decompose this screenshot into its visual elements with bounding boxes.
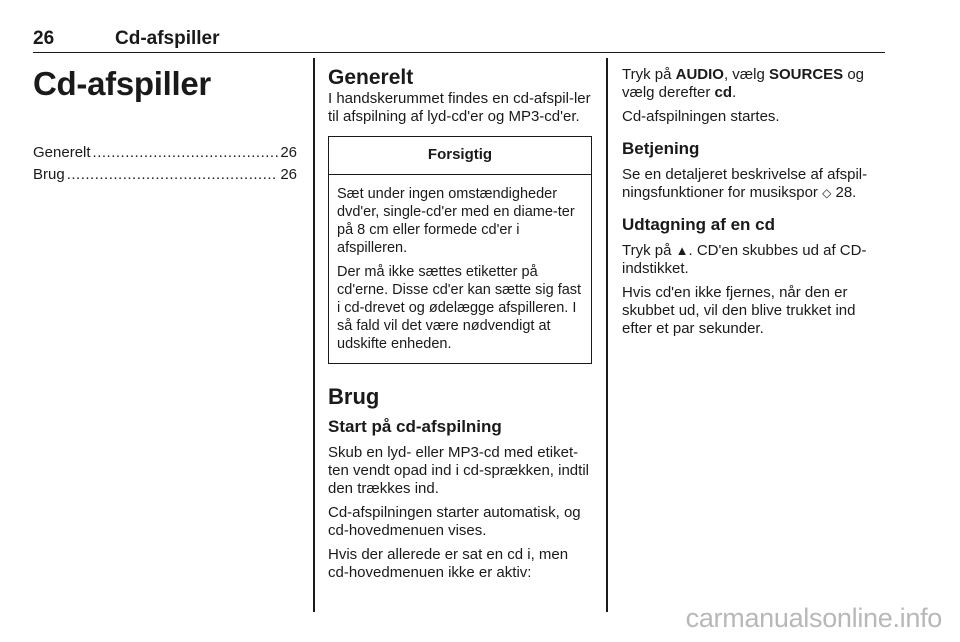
toc-label: Brug (33, 166, 65, 183)
udtagning-para-2: Hvis cd'en ikke fjernes, når den er skubbet ud, vil den blive trukket ind efter et par sekunder. (622, 284, 856, 337)
audio-button-label: AUDIO (675, 66, 724, 83)
toc-page: 26 (280, 144, 297, 161)
cd-menu-label: cd (714, 84, 733, 101)
section-heading-generelt: Generelt (328, 66, 414, 89)
betjening-page-ref: 28. (831, 184, 857, 201)
watermark: carmanualsonline.info (685, 603, 942, 633)
start-para-3: Hvis der allerede er sat en cd i, men cd-hovedmenuen ikke er aktiv: (328, 546, 569, 581)
text-og-vaelg: og vælg derefter (622, 66, 865, 101)
start-para-2: Cd-afspilningen starter automatisk, og cd-hovedmenuen vises. (328, 504, 581, 539)
eject-icon: ▲ (675, 243, 689, 258)
column-2 (328, 66, 592, 588)
caution-body (329, 175, 591, 363)
eject-pre-text: Tryk på (622, 242, 676, 259)
chapter-title: Cd-afspiller (33, 65, 211, 102)
caution-title: Forsigtig (329, 137, 591, 175)
toc-leader-dots (93, 142, 279, 164)
column-divider-1 (313, 58, 315, 612)
page-header (33, 28, 885, 53)
start-para-1: Skub en lyd- eller MP3-cd med etiket-ten vendt opad ind i cd-sprækken, indtil den trækkes ind. (328, 444, 589, 497)
text-vaelg: , vælg (723, 66, 769, 83)
section-heading-brug: Brug (328, 384, 380, 409)
started-text: Cd-afspilningen startes. (622, 108, 780, 125)
text-tryk-pa: Tryk på (622, 66, 676, 83)
toc-page: 26 (280, 166, 297, 183)
column-1 (33, 66, 297, 186)
toc-entry-generelt[interactable] (33, 142, 297, 164)
sources-button-label: SOURCES (768, 66, 844, 83)
generelt-text: I handskerummet findes en cd-afspil-ler til afspilning af lyd-cd'er og MP3-cd'er. (328, 90, 591, 125)
column-divider-2 (606, 58, 608, 612)
betjening-body: Se en detaljeret beskrivelse af afspil-ningsfunktioner for musikspor (622, 166, 868, 201)
subheading-udtagning: Udtagning af en cd (622, 215, 775, 234)
column-3 (622, 66, 886, 344)
running-title: Cd-afspiller (115, 28, 220, 49)
caution-para-2: Der må ikke sættes etiketter på cd'erne. Disse cd'er kan sætte sig fast i cd-drevet og ødelægge afspilleren. I så fald vil det være nødvendigt at udskifte enheden. (337, 264, 582, 352)
caution-para-1: Sæt under ingen omstændigheder dvd'er, single-cd'er med en diame-ter på 8 cm eller formede cd'er i afspilleren. (337, 186, 575, 256)
toc-leader-dots (67, 164, 279, 186)
toc-label: Generelt (33, 144, 91, 161)
table-of-contents (33, 142, 297, 186)
toc-entry-brug[interactable] (33, 164, 297, 186)
reference-arrow-icon: ◇ (822, 186, 832, 200)
caution-box (328, 136, 592, 364)
eject-post-text: . CD'en skubbes ud af CD-indstikket. (622, 242, 867, 277)
audio-instruction (622, 66, 886, 102)
subheading-start: Start på cd-afspilning (328, 417, 502, 436)
text-period: . (732, 84, 737, 101)
subheading-betjening: Betjening (622, 139, 700, 158)
udtagning-para-1 (622, 242, 886, 278)
betjening-text (622, 166, 886, 202)
page-number: 26 (33, 28, 55, 49)
